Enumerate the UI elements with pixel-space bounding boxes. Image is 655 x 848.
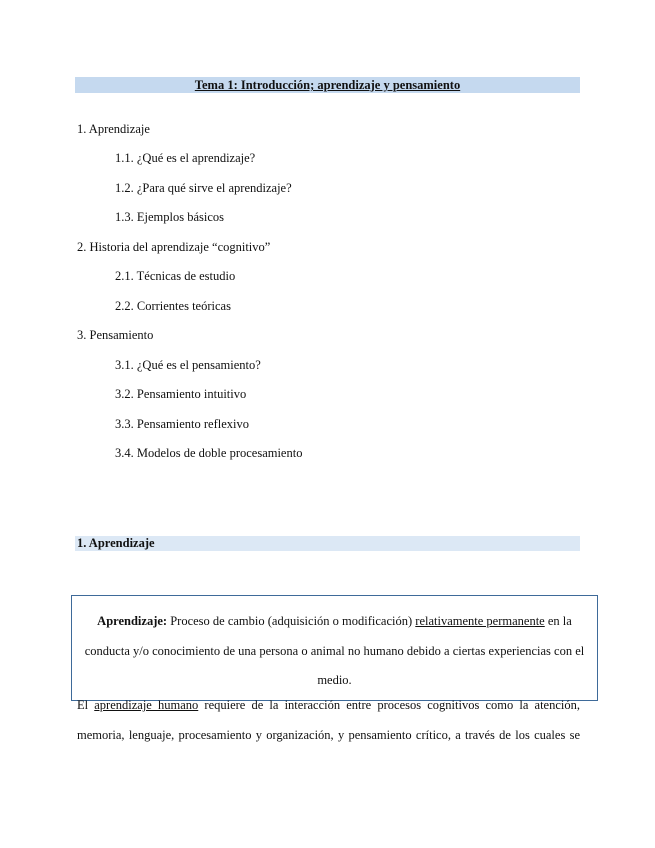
toc-item: 2.2. Corrientes teóricas <box>115 299 231 313</box>
toc-item: 2. Historia del aprendizaje “cognitivo” <box>77 240 271 254</box>
section-heading: 1. Aprendizaje <box>77 536 155 550</box>
paragraph-underlined: aprendizaje humano <box>94 698 199 712</box>
definition-text <box>74 607 595 696</box>
toc-item: 1.2. ¿Para qué sirve el aprendizaje? <box>115 181 292 195</box>
definition-text-after: en la conducta y/o conocimiento de una persona o animal no humano debido a ciertas experiencias con el medio. <box>84 614 585 687</box>
paragraph-line1-start: El <box>77 698 95 712</box>
document-title-bar <box>75 77 580 93</box>
definition-text-before: Proceso de cambio (adquisición o modificación) <box>167 614 416 628</box>
toc-item: 3. Pensamiento <box>77 328 154 342</box>
section-heading-bar <box>75 536 580 551</box>
toc-item: 2.1. Técnicas de estudio <box>115 269 236 283</box>
toc-item: 1.3. Ejemplos básicos <box>115 210 225 224</box>
paragraph-line-1 <box>77 697 580 713</box>
paragraph-line1-end: requiere de la interacción entre procesos cognitivos como la atención, <box>198 698 581 712</box>
toc-item: 1. Aprendizaje <box>77 122 150 136</box>
toc-item: 3.4. Modelos de doble procesamiento <box>115 446 303 460</box>
definition-term: Aprendizaje: <box>97 614 168 628</box>
toc-item: 3.1. ¿Qué es el pensamiento? <box>115 358 261 372</box>
toc-item: 1.1. ¿Qué es el aprendizaje? <box>115 151 256 165</box>
definition-underlined: relativamente permanente <box>415 614 545 628</box>
document-title: Tema 1: Introducción; aprendizaje y pensamiento <box>194 78 461 92</box>
toc-item: 3.3. Pensamiento reflexivo <box>115 417 249 431</box>
paragraph-line-2: memoria, lenguaje, procesamiento y organización, y pensamiento crítico, a través de los cuales se <box>77 728 580 742</box>
toc-item: 3.2. Pensamiento intuitivo <box>115 387 247 401</box>
